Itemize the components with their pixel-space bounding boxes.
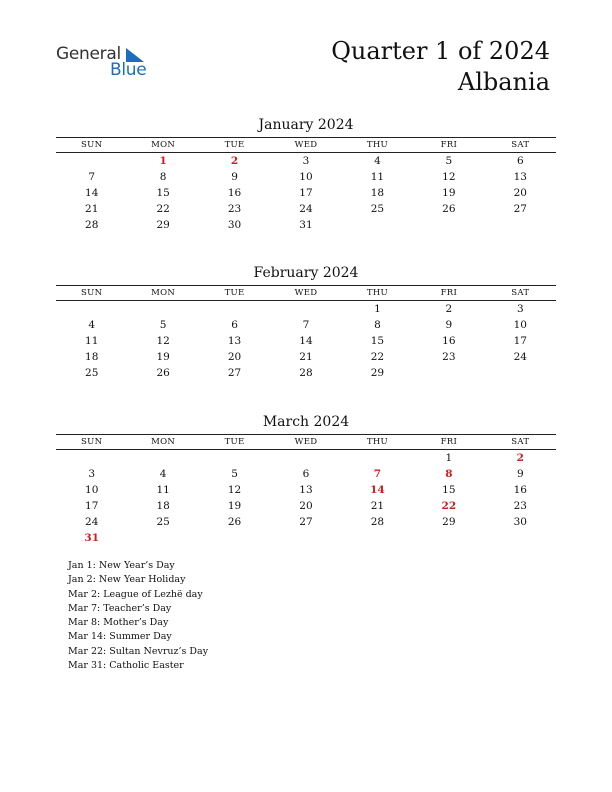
holiday-note: Mar 8: Mother’s Day (68, 617, 169, 629)
day-cell: 20 (227, 351, 242, 363)
day-cell: 30 (513, 516, 527, 528)
weekday-header: WED (270, 286, 341, 301)
day-cell: 10 (513, 319, 527, 331)
day-cell: 28 (85, 219, 99, 231)
day-cell: 27 (227, 367, 242, 379)
empty-day-cell (270, 301, 341, 317)
holiday-note: Mar 31: Catholic Easter (68, 660, 184, 672)
day-cell: 22 (156, 203, 170, 215)
weekday-header: FRI (413, 138, 484, 153)
day-cell: 4 (374, 155, 381, 167)
day-cell: 9 (231, 171, 238, 183)
day-cell: 10 (299, 171, 313, 183)
holiday-day-cell: 1 (159, 155, 167, 167)
day-cell: 11 (156, 484, 170, 496)
logo-text-general: General (56, 44, 121, 64)
holiday-note: Jan 1: New Year’s Day (68, 560, 175, 571)
day-cell: 17 (85, 500, 99, 512)
page-title (331, 36, 550, 98)
day-cell: 15 (370, 335, 385, 347)
day-cell: 12 (227, 484, 242, 496)
weekday-header: TUE (199, 435, 270, 450)
empty-day-cell (199, 450, 270, 466)
day-cell: 14 (85, 187, 99, 199)
empty-day-cell (56, 301, 127, 317)
holiday-day-cell: 8 (445, 468, 453, 480)
empty-day-cell (199, 301, 270, 317)
day-cell: 21 (85, 203, 99, 215)
weekday-header: MON (127, 286, 198, 301)
day-cell: 18 (156, 500, 170, 512)
day-cell: 6 (516, 155, 524, 167)
month-january (56, 116, 556, 233)
day-cell: 23 (442, 351, 456, 363)
weekday-header: MON (127, 138, 198, 153)
day-cell: 8 (159, 171, 167, 183)
day-cell: 6 (302, 468, 310, 480)
day-cell: 9 (445, 319, 453, 331)
day-cell: 23 (513, 500, 527, 512)
holiday-day-cell: 7 (373, 468, 382, 480)
day-cell: 13 (299, 484, 313, 496)
calendar-grid (56, 137, 556, 233)
holiday-note: Mar 7: Teacher’s Day (68, 602, 172, 614)
weekday-header: THU (342, 435, 413, 450)
day-cell: 15 (156, 187, 170, 199)
day-cell: 11 (370, 171, 385, 183)
day-cell: 12 (156, 335, 170, 347)
weekday-header: SAT (485, 138, 556, 153)
day-cell: 29 (156, 219, 170, 231)
day-cell: 3 (302, 155, 310, 167)
day-cell: 16 (227, 187, 242, 199)
weekday-header: SUN (56, 435, 127, 450)
calendar-grid (56, 285, 556, 381)
day-cell: 19 (156, 351, 170, 363)
weekday-header: WED (270, 138, 341, 153)
weekday-header: TUE (199, 138, 270, 153)
day-cell: 21 (299, 351, 313, 363)
month-title: January 2024 (258, 117, 354, 133)
day-cell: 6 (231, 319, 238, 331)
holiday-day-cell: 31 (84, 532, 100, 544)
empty-day-cell (56, 153, 127, 169)
day-cell: 25 (156, 516, 170, 528)
weekday-header: SUN (56, 138, 127, 153)
day-cell: 7 (302, 319, 310, 331)
empty-day-cell (56, 450, 127, 466)
weekday-header: SUN (56, 286, 127, 301)
day-cell: 5 (445, 155, 453, 167)
weekday-header: TUE (199, 286, 270, 301)
day-cell: 10 (85, 484, 99, 496)
day-cell: 24 (513, 351, 527, 363)
holiday-day-cell: 2 (230, 155, 239, 167)
day-cell: 16 (442, 335, 456, 347)
day-cell: 1 (374, 303, 381, 315)
day-cell: 20 (299, 500, 313, 512)
day-cell: 8 (374, 319, 381, 331)
day-cell: 4 (88, 319, 96, 331)
day-cell: 3 (88, 468, 96, 480)
day-cell: 14 (299, 335, 313, 347)
day-cell: 15 (442, 484, 456, 496)
day-cell: 18 (370, 187, 385, 199)
day-cell: 24 (85, 516, 99, 528)
weekday-header: THU (342, 138, 413, 153)
day-cell: 13 (227, 335, 242, 347)
generalblue-logo (56, 44, 166, 84)
day-cell: 18 (85, 351, 99, 363)
day-cell: 16 (513, 484, 527, 496)
day-cell: 2 (445, 303, 453, 315)
weekday-header: MON (127, 435, 198, 450)
day-cell: 11 (85, 335, 99, 347)
country-name: Albania (457, 68, 550, 96)
day-cell: 28 (370, 516, 385, 528)
weekday-header: WED (270, 435, 341, 450)
weekday-header: SAT (485, 286, 556, 301)
holiday-day-cell: 2 (516, 452, 524, 464)
weekday-header: THU (342, 286, 413, 301)
day-cell: 27 (299, 516, 313, 528)
empty-day-cell (127, 450, 198, 466)
day-cell: 19 (227, 500, 242, 512)
day-cell: 17 (513, 335, 527, 347)
day-cell: 25 (85, 367, 99, 379)
day-cell: 7 (88, 171, 96, 183)
day-cell: 12 (442, 171, 456, 183)
day-cell: 27 (513, 203, 527, 215)
day-cell: 17 (299, 187, 313, 199)
month-title: March 2024 (262, 414, 350, 430)
day-cell: 19 (442, 187, 456, 199)
weekday-header: FRI (413, 286, 484, 301)
day-cell: 26 (227, 516, 242, 528)
day-cell: 25 (370, 203, 385, 215)
day-cell: 13 (513, 171, 527, 183)
day-cell: 5 (159, 319, 167, 331)
holiday-day-cell: 14 (370, 484, 385, 496)
month-february (56, 264, 556, 381)
day-cell: 24 (299, 203, 313, 215)
day-cell: 23 (227, 203, 242, 215)
empty-day-cell (127, 301, 198, 317)
day-cell: 3 (516, 303, 524, 315)
day-cell: 22 (370, 351, 385, 363)
day-cell: 26 (156, 367, 170, 379)
empty-day-cell (342, 450, 413, 466)
holiday-note: Jan 2: New Year Holiday (68, 574, 186, 586)
day-cell: 29 (370, 367, 385, 379)
day-cell: 31 (299, 219, 313, 231)
day-cell: 26 (442, 203, 456, 215)
quarter-title: Quarter 1 of 2024 (331, 37, 550, 65)
day-cell: 9 (516, 468, 524, 480)
day-cell: 28 (299, 367, 313, 379)
day-cell: 21 (370, 500, 385, 512)
holiday-note: Mar 22: Sultan Nevruz’s Day (68, 645, 209, 657)
logo-text-blue: Blue (110, 60, 147, 80)
calendar-grid (56, 434, 556, 546)
month-title: February 2024 (253, 265, 359, 281)
weekday-header: SAT (485, 435, 556, 450)
day-cell: 20 (513, 187, 527, 199)
day-cell: 1 (445, 452, 453, 464)
month-march (56, 413, 556, 546)
day-cell: 29 (442, 516, 456, 528)
day-cell: 4 (159, 468, 167, 480)
day-cell: 30 (227, 219, 242, 231)
holiday-note: Mar 14: Summer Day (68, 631, 172, 643)
holiday-note: Mar 2: League of Lezhë day (68, 588, 203, 600)
empty-day-cell (270, 450, 341, 466)
weekday-header: FRI (413, 435, 484, 450)
holiday-notes (68, 559, 208, 673)
holiday-day-cell: 22 (441, 500, 457, 512)
day-cell: 5 (231, 468, 238, 480)
